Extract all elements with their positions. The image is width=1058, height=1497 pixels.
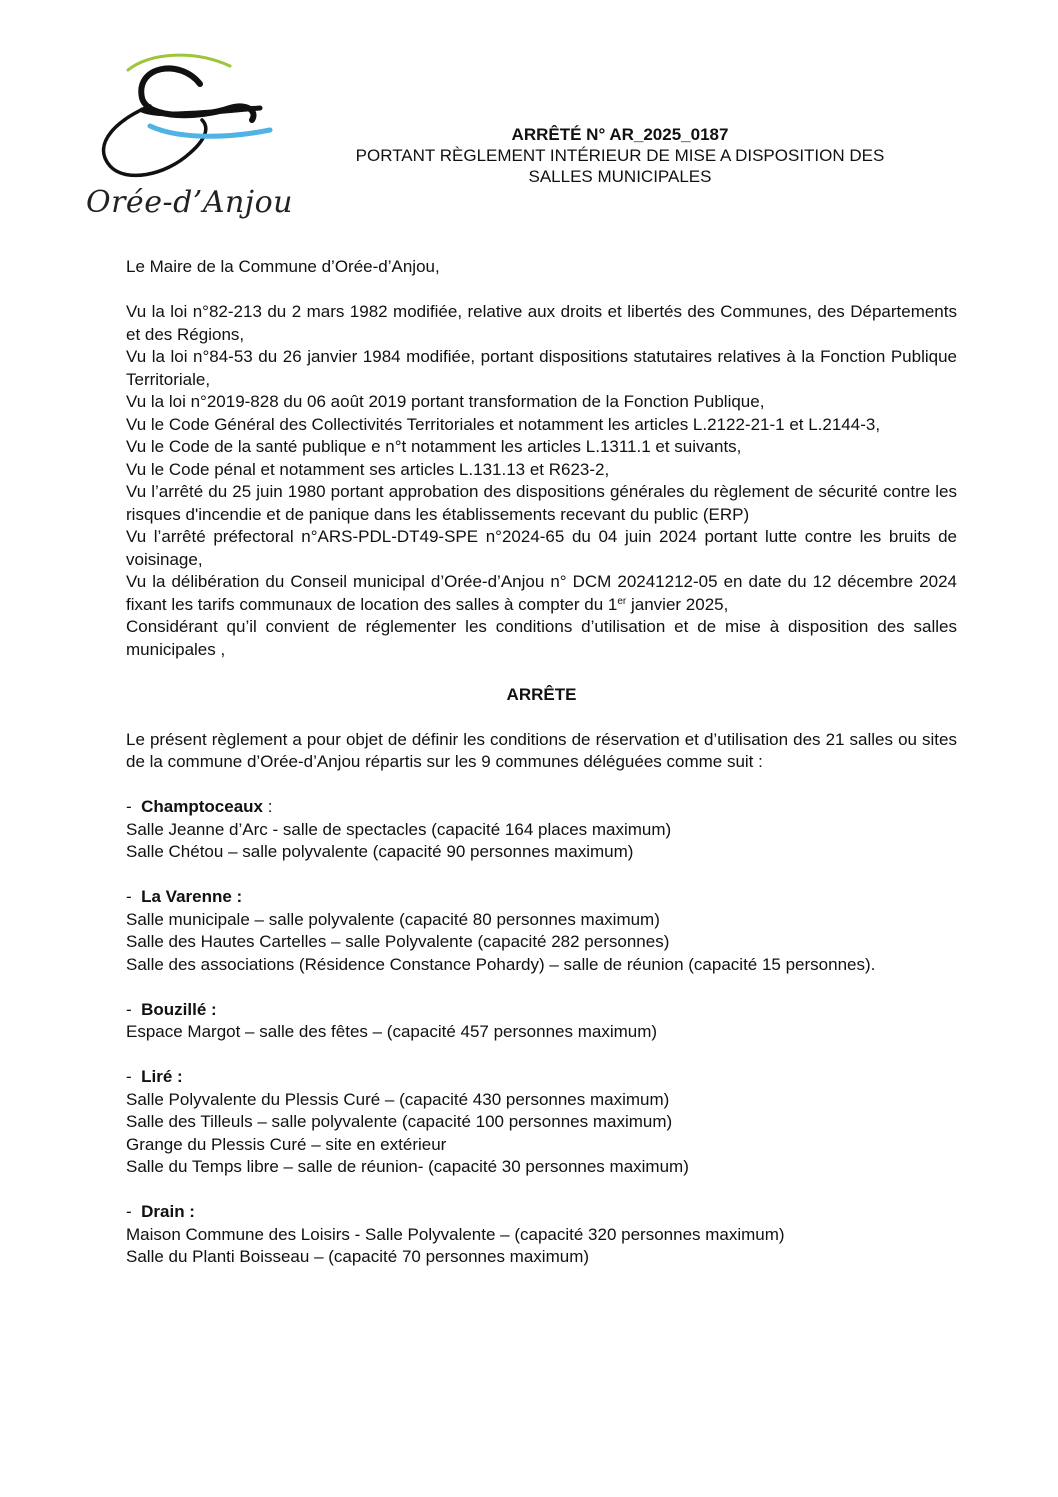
oree-anjou-logo — [80, 48, 293, 228]
salle-line: Salle Chétou – salle polyvalente (capacité 90 personnes maximum) — [126, 842, 634, 861]
salle-line: Salle du Planti Boisseau – (capacité 70 personnes maximum) — [126, 1247, 590, 1266]
commune-heading: - Bouzillé : — [126, 999, 217, 1019]
arrete-number-title: ARRÊTÉ N° AR_2025_0187 — [511, 125, 729, 144]
visa-line: Vu le Code Général des Collectivités Territoriales et notamment les articles L.2122-21-1 et L.2144-3, — [126, 414, 881, 434]
deliberation-text-end: janvier 2025, — [626, 594, 729, 614]
logo-text: Orée-d’Anjou — [86, 185, 293, 220]
visa-line: Vu l’arrêté du 25 juin 1980 portant approbation des dispositions générales du règlement de sécurité contre les risques d'incendie et de panique dans les établissements recevant du public (ERP) — [126, 482, 957, 524]
salle-line: Salle Jeanne d’Arc - salle de spectacles (capacité 164 places maximum) — [126, 819, 672, 839]
document-header — [300, 124, 940, 187]
commune-heading: - Drain : — [126, 1202, 195, 1221]
visa-line: Vu le Code pénal et notamment ses articles L.131.13 et R623-2, — [126, 459, 610, 479]
arrete-heading: ARRÊTE — [506, 684, 577, 704]
commune-heading: - La Varenne : — [126, 887, 243, 906]
commune-name: Drain : — [141, 1202, 195, 1221]
visa-line: Vu le Code de la santé publique e n°t notamment les articles L.1311.1 et suivants, — [126, 437, 742, 456]
visa-line: Vu la loi n°82-213 du 2 mars 1982 modifiée, relative aux droits et libertés des Communes, des Départements et des Régions, — [126, 302, 957, 344]
arrete-subtitle-line-2: SALLES MUNICIPALES — [528, 167, 712, 186]
salle-line: Espace Margot – salle des fêtes – (capacité 457 personnes maximum) — [126, 1022, 658, 1041]
intro-paragraph: Le Maire de la Commune d’Orée-d’Anjou, — [126, 257, 440, 276]
salle-line: Salle des associations (Résidence Constance Pohardy) – salle de réunion (capacité 15 personnes). — [126, 954, 876, 974]
salle-line: Salle des Hautes Cartelles – salle Polyvalente (capacité 282 personnes) — [126, 932, 670, 951]
considerant-line: Considérant qu’il convient de réglementer les conditions d’utilisation et de mise à disposition des salles municipales , — [126, 617, 957, 659]
ordinal-superscript: er — [617, 595, 627, 607]
deliberation-line — [126, 571, 957, 616]
salle-line: Salle Polyvalente du Plessis Curé – (capacité 430 personnes maximum) — [126, 1089, 670, 1109]
salle-line: Salle municipale – salle polyvalente (capacité 80 personnes maximum) — [126, 909, 660, 929]
salle-line: Salle des Tilleuls – salle polyvalente (capacité 100 personnes maximum) — [126, 1112, 673, 1131]
document-body — [126, 256, 957, 1269]
commune-heading: - Champtoceaux : — [126, 797, 273, 816]
salle-line: Maison Commune des Loisirs - Salle Polyvalente – (capacité 320 personnes maximum) — [126, 1224, 785, 1244]
deliberation-text: Vu la délibération du Conseil municipal d’Orée-d’Anjou n° DCM 20241212-05 en date du 12 décembre 2024 fixant les tarifs communaux de location des salles à compter du 1 — [126, 572, 957, 614]
commune-name: Liré : — [141, 1067, 183, 1086]
visa-line: Vu la loi n°84-53 du 26 janvier 1984 modifiée, portant dispositions statutaires relatives à la Fonction Publique Territoriale, — [126, 347, 957, 389]
visa-line: Vu l’arrêté préfectoral n°ARS-PDL-DT49-SPE n°2024-65 du 04 juin 2024 portant lutte contre les bruits de voisinage, — [126, 527, 957, 569]
commune-name: La Varenne : — [141, 887, 243, 906]
commune-name: Bouzillé : — [141, 999, 217, 1019]
commune-heading: - Liré : — [126, 1067, 183, 1086]
arrete-subtitle-line-1: PORTANT RÈGLEMENT INTÉRIEUR DE MISE A DISPOSITION DES — [355, 146, 885, 165]
visa-line: Vu la loi n°2019-828 du 06 août 2019 portant transformation de la Fonction Publique, — [126, 392, 765, 411]
objet-paragraph: Le présent règlement a pour objet de définir les conditions de réservation et d’utilisation des 21 salles ou sites de la commune d’Orée-d’Anjou répartis sur les 9 communes déléguées comme suit : — [126, 729, 957, 771]
salle-line: Salle du Temps libre – salle de réunion- (capacité 30 personnes maximum) — [126, 1157, 689, 1176]
logo-swirl-icon — [80, 48, 280, 188]
salle-line: Grange du Plessis Curé – site en extérieur — [126, 1134, 447, 1154]
commune-name: Champtoceaux — [141, 797, 263, 816]
